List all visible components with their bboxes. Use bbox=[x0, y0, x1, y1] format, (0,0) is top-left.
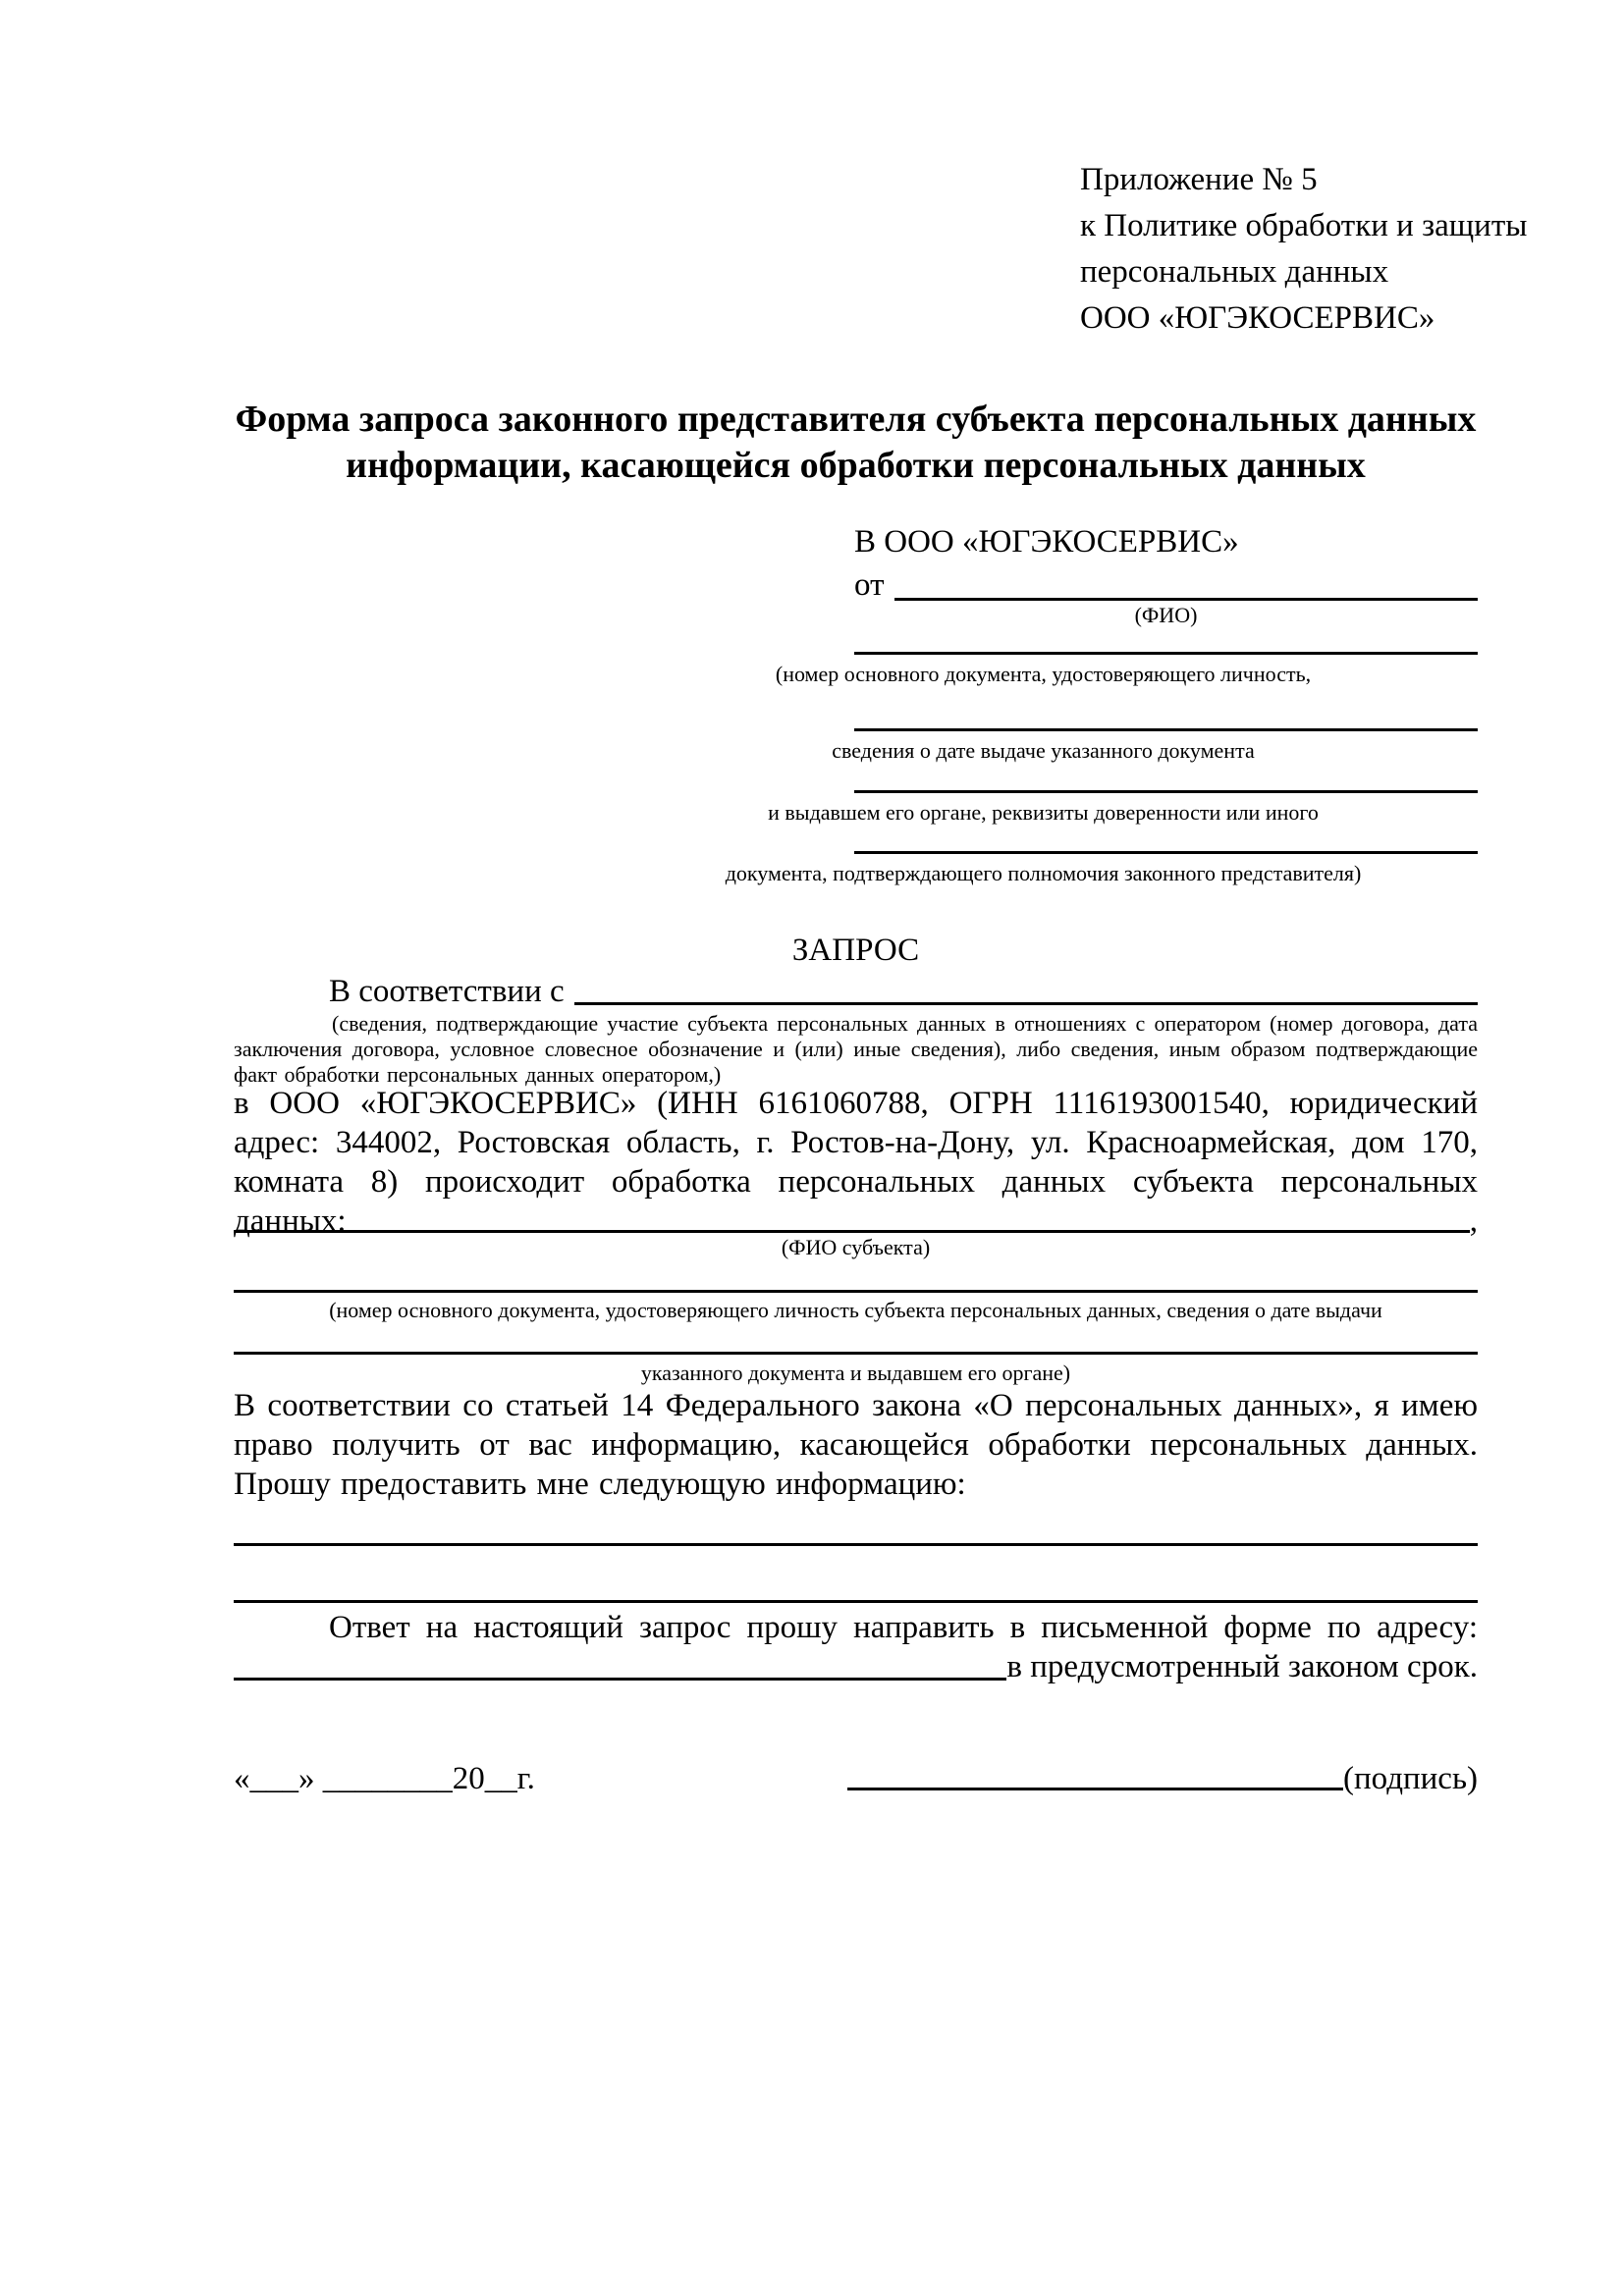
opening-row bbox=[234, 972, 1478, 1011]
footer-row bbox=[234, 1759, 1478, 1798]
doc-caption: сведения о дате выдаче указанного документа bbox=[832, 738, 1255, 763]
signature-line bbox=[847, 1788, 1343, 1790]
appendix-line: ООО «ЮГЭКОСЕРВИС» bbox=[1080, 300, 1435, 336]
doc-caption: документа, подтверждающего полномочия законного представителя) bbox=[725, 861, 1362, 885]
fio-caption: (ФИО) bbox=[1134, 603, 1198, 627]
answer-tail: в предусмотренный законом срок. bbox=[1006, 1649, 1478, 1684]
doc-caption: и выдавшем его органе, реквизиты доверенности или иного bbox=[768, 800, 1319, 825]
subject-fio-line bbox=[234, 1201, 1470, 1233]
doc-blank-line bbox=[854, 851, 1478, 854]
addressee-company: В ООО «ЮГЭКОСЕРВИС» bbox=[854, 524, 1239, 560]
addressee-block bbox=[725, 522, 1478, 886]
info-blank-line bbox=[234, 1600, 1478, 1603]
subject-fio-caption: (ФИО субъекта) bbox=[781, 1235, 931, 1259]
title-line: Форма запроса законного представителя субъекта персональных данных bbox=[235, 399, 1477, 440]
subject-doc-caption: (номер основного документа, удостоверяющего личность субъекта персональных данных, сведения о дате выдачи bbox=[329, 1298, 1382, 1322]
subject-doc-caption: указанного документа и выдавшем его органе) bbox=[640, 1361, 1071, 1385]
subject-doc-line bbox=[234, 1290, 1478, 1293]
request-heading: ЗАПРОС bbox=[791, 933, 920, 968]
from-label: от bbox=[854, 567, 885, 603]
operator-paragraph: в ООО «ЮГЭКОСЕРВИС» (ИНН 6161060788, ОГРН 1116193001540, юридический адрес: 344002, Ростовская область, г. Ростов-на-Дону, ул. Красноармейская, дом 170, комната 8) происходит обработка персональных данных субъекта персональных данных: bbox=[234, 1086, 1478, 1239]
answer-paragraph: Ответ на настоящий запрос прошу направить в письменной форме по адресу: bbox=[329, 1610, 1478, 1645]
opening-caption: (сведения, подтверждающие участие субъекта персональных данных в отношениях с оператором (номер договора, дата заключения договора, условное словесное обозначение и (или) иные сведения), либо сведения, иным образом подтверждающие факт обработки персональных данных оператором,) bbox=[234, 1011, 1478, 1087]
from-row bbox=[854, 567, 1478, 603]
fio-blank-line bbox=[894, 567, 1479, 601]
opening-label: В соответствии с bbox=[329, 974, 565, 1009]
subject-doc-line bbox=[234, 1352, 1478, 1355]
address-row bbox=[234, 1647, 1478, 1686]
title-line: информации, касающейся обработки персональных данных bbox=[346, 445, 1366, 486]
address-blank-line bbox=[234, 1647, 1006, 1681]
opening-blank-line bbox=[574, 972, 1478, 1005]
doc-blank-line bbox=[854, 728, 1478, 731]
doc-caption: (номер основного документа, удостоверяющего личность, bbox=[775, 662, 1312, 686]
form-title bbox=[234, 397, 1478, 489]
appendix-block bbox=[1080, 157, 1527, 342]
doc-blank-line bbox=[854, 652, 1478, 655]
comma: , bbox=[1469, 1203, 1478, 1239]
signature-caption: (подпись) bbox=[1343, 1761, 1478, 1796]
appendix-line: Приложение № 5 bbox=[1080, 162, 1318, 197]
date-blank: «___» ________20__г. bbox=[234, 1761, 535, 1796]
appendix-line: персональных данных bbox=[1080, 254, 1389, 290]
law-paragraph: В соответствии со статьей 14 Федерального закона «О персональных данных», я имею право получить от вас информацию, касающейся обработки персональных данных. Прошу предоставить мне следующую информацию: bbox=[234, 1388, 1478, 1502]
signature-block bbox=[847, 1759, 1478, 1798]
info-blank-line bbox=[234, 1543, 1478, 1546]
appendix-line: к Политике обработки и защиты bbox=[1080, 208, 1528, 243]
doc-blank-line bbox=[854, 790, 1478, 793]
